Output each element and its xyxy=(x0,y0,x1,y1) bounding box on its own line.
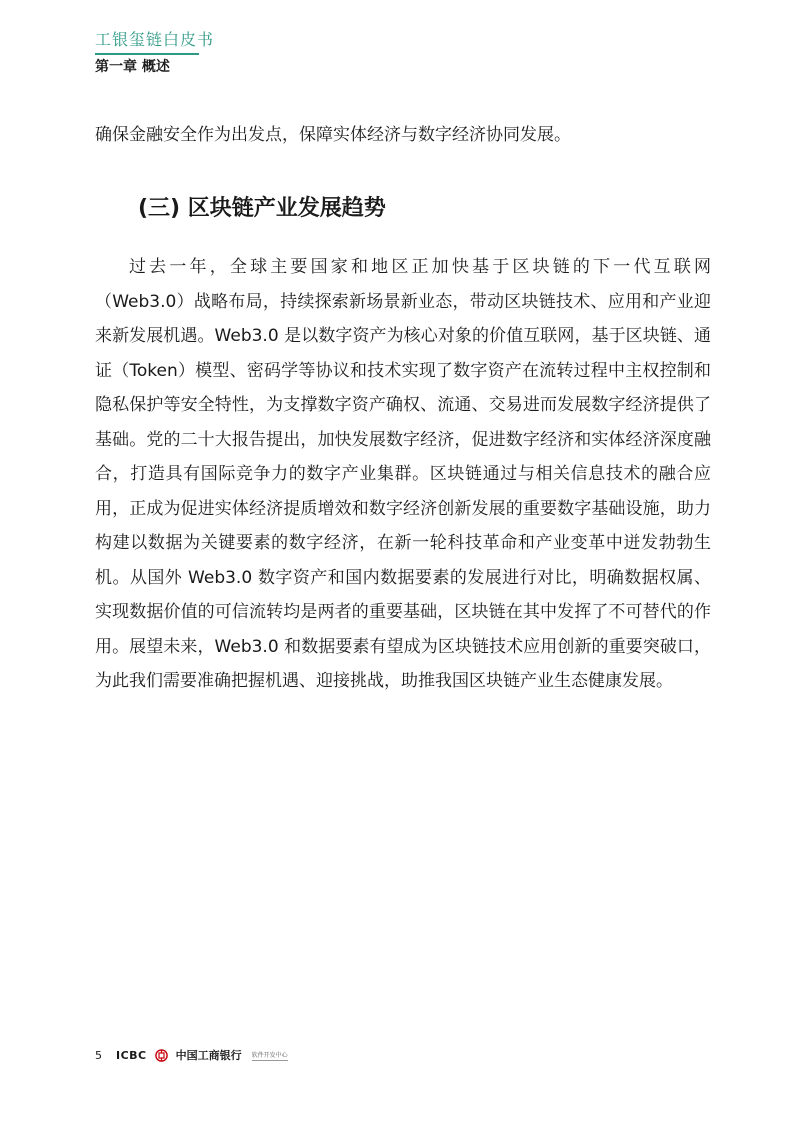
page-footer xyxy=(95,1046,288,1064)
document-title: 工银玺链白皮书 xyxy=(95,30,215,49)
bank-name: 中国工商银行 xyxy=(175,1049,242,1062)
lead-paragraph-line: 确保金融安全作为出发点，保障实体经济与数字经济协同发展。 xyxy=(95,125,571,145)
page-number: 5 xyxy=(95,1048,102,1062)
title-underline xyxy=(95,53,199,55)
icbc-logo-text: ICBC xyxy=(116,1048,147,1062)
body-paragraph: 过去一年，全球主要国家和地区正加快基于区块链的下一代互联网（Web3.0）战略布局，持续探索新场景新业态，带动区块链技术、应用和产业迎来新发展机遇。Web3.0 是以数字资产为核心对象的价值互联网，基于区块链、通证（Token）模型、密码学等协议和技术实现了数字资产在流转过程中主权控制和隐私保护等安全特性，为支撑数字资产确权、流通、交易进而发展数字经济提供了基础。党的二十大报告提出，加快发展数字经济，促进数字经济和实体经济深度融合，打造具有国际竞争力的数字产业集群。区块链通过与相关信息技术的融合应用，正成为促进实体经济提质增效和数字经济创新发展的重要数字基础设施，助力构建以数据为关键要素的数字经济，在新一轮科技革命和产业变革中迸发勃勃生机。从国外 Web3.0 数字资产和国内数据要素的发展进行对比，明确数据权属、实现数据价值的可信流转均是两者的重要基础，区块链在其中发挥了不可替代的作用。展望未来，Web3.0 和数据要素有望成为区块链技术应用创新的重要突破口，为此我们需要准确把握机遇、迎接挑战，助推我国区块链产业生态健康发展。 xyxy=(95,257,711,691)
department-name: 软件开发中心 xyxy=(251,1051,288,1059)
section-heading: (三) 区块链产业发展趋势 xyxy=(138,196,386,221)
chapter-title: 第一章 概述 xyxy=(95,59,170,75)
icbc-logo-icon xyxy=(155,1049,168,1062)
